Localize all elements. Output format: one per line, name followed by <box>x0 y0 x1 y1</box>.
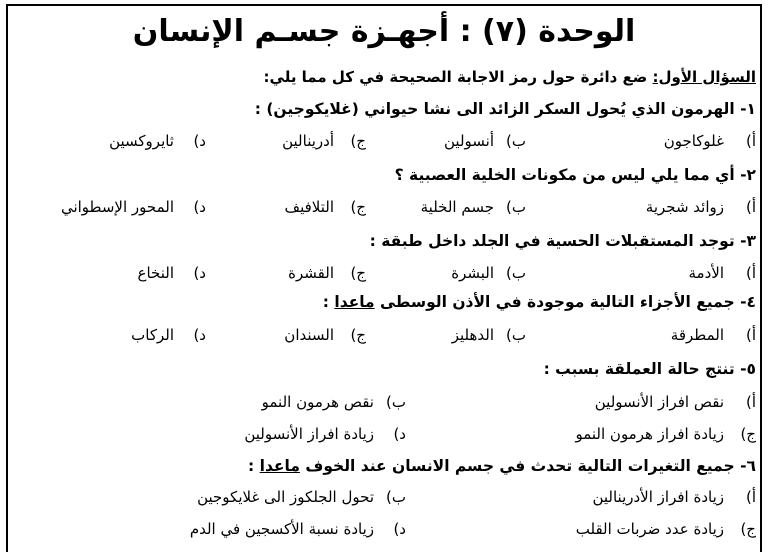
option-a[interactable]: أ) الأدمة <box>688 264 756 282</box>
option-b[interactable]: ب) تحول الجلكوز الى غلايكوجين <box>197 488 406 506</box>
section-label: السؤال الأول: <box>652 68 756 86</box>
question-4-options <box>12 326 756 352</box>
option-b[interactable]: ب) نقص هرمون النمو <box>261 393 406 411</box>
option-c[interactable]: ج) زيادة افراز هرمون النمو <box>575 425 756 443</box>
question-2: ٢- أي مما يلي ليس من مكونات الخلية العصبية ؟ <box>394 166 756 184</box>
option-d[interactable]: د) المحور الإسطواني <box>60 198 206 216</box>
option-c[interactable]: ج) زيادة عدد ضربات القلب <box>575 520 756 538</box>
question-5: ٥- تنتج حالة العملقة بسبب : <box>543 360 756 378</box>
section-instruction: ضع دائرة حول رمز الاجابة الصحيحة في كل مما يلي: <box>263 68 653 86</box>
option-d[interactable]: د) الركاب <box>131 326 206 344</box>
section-heading <box>12 68 756 86</box>
except-word: ماعدا <box>259 457 300 475</box>
option-b[interactable]: ب) جسم الخلية <box>420 198 526 216</box>
question-1-options <box>12 132 756 158</box>
option-c[interactable]: ج) التلافيف <box>284 198 366 216</box>
unit-title: الوحدة (٧) : أجهـزة جسـم الإنسان <box>132 14 636 49</box>
question-6-options-row1 <box>12 488 756 514</box>
option-d[interactable]: د) زيادة افراز الأنسولين <box>244 425 406 443</box>
question-6: ٦- جميع التغيرات التالية تحدث في جسم الانسان عند الخوف ماعدا : <box>248 457 756 475</box>
option-d[interactable]: د) زيادة نسبة الأكسجين في الدم <box>189 520 406 538</box>
option-c[interactable]: ج) القشرة <box>288 264 366 282</box>
question-3: ٣- توجد المستقبلات الحسية في الجلد داخل طبقة : <box>369 232 756 250</box>
option-a[interactable]: أ) زيادة افراز الأدرينالين <box>592 488 756 506</box>
question-5-options-row2 <box>12 425 756 451</box>
question-1: ١- الهرمون الذي يُحول السكر الزائد الى نشا حيواني (غلايكوجين) : <box>254 100 756 118</box>
option-b[interactable]: ب) الدهليز <box>451 326 526 344</box>
option-c[interactable]: ج) السندان <box>284 326 366 344</box>
option-a[interactable]: أ) غلوكاجون <box>663 132 756 150</box>
question-3-options <box>12 264 756 290</box>
option-a[interactable]: أ) زوائد شجرية <box>645 198 756 216</box>
option-a[interactable]: أ) المطرقة <box>670 326 756 344</box>
except-word: ماعدا <box>334 293 375 311</box>
option-b[interactable]: ب) البشرة <box>451 264 526 282</box>
question-4: ٤- جميع الأجزاء التالية موجودة في الأذن الوسطى ماعدا : <box>322 293 756 311</box>
question-5-options-row1 <box>12 393 756 419</box>
option-d[interactable]: د) ثايروكسين <box>109 132 206 150</box>
option-d[interactable]: د) النخاع <box>137 264 206 282</box>
question-2-options <box>12 198 756 224</box>
option-a[interactable]: أ) نقص افراز الأنسولين <box>594 393 756 411</box>
option-c[interactable]: ج) أدرينالين <box>282 132 366 150</box>
question-6-options-row2 <box>12 520 756 546</box>
option-b[interactable]: ب) أنسولين <box>444 132 526 150</box>
